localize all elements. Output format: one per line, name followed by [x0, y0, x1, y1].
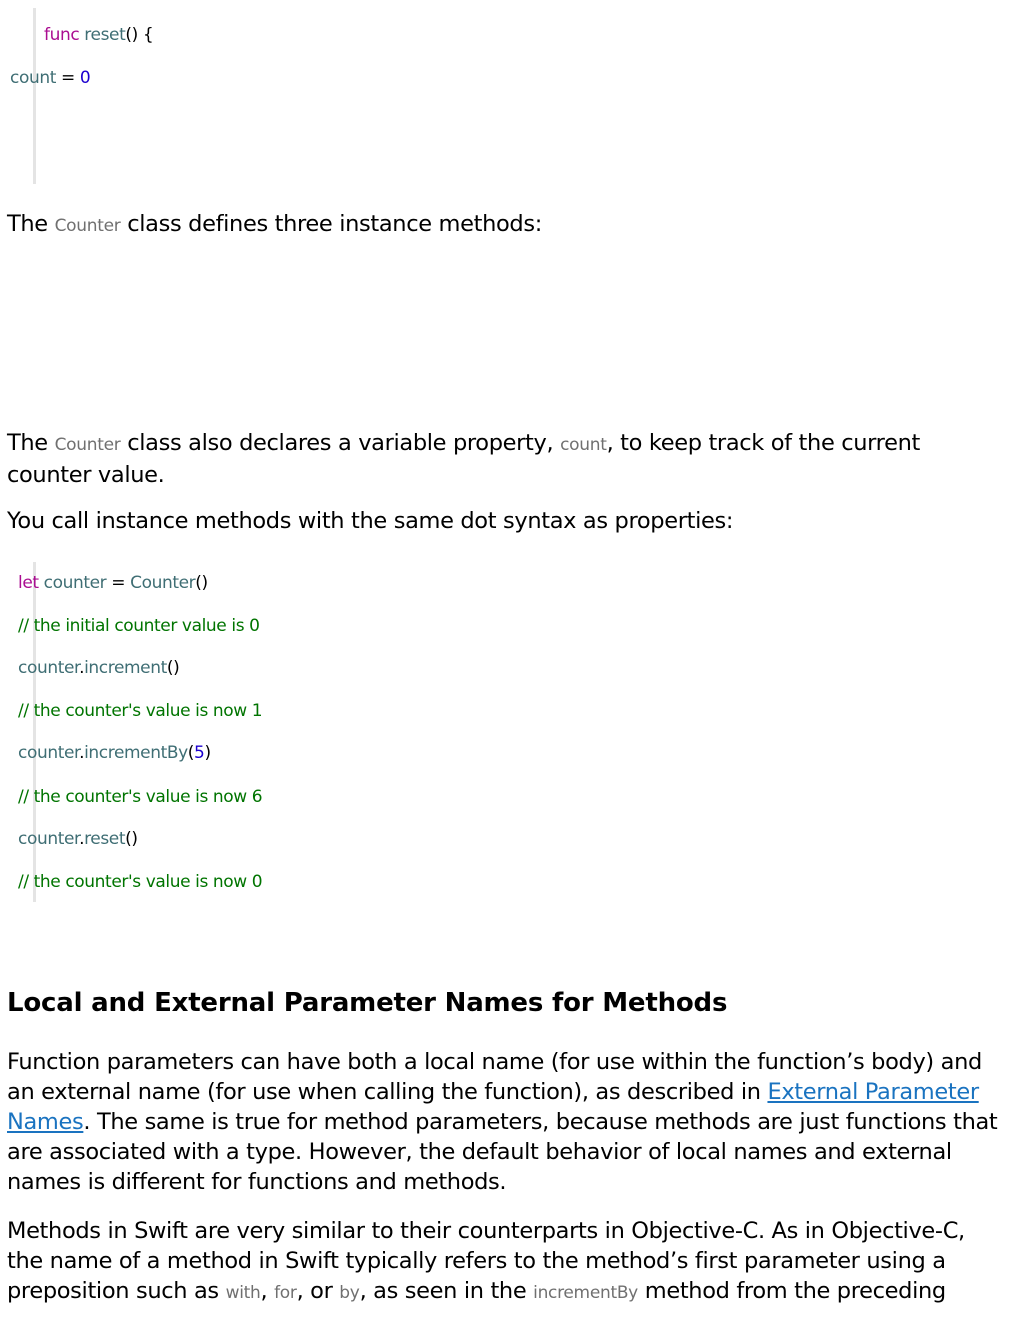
code-keyword: func	[44, 25, 80, 45]
code-comment: // the initial counter value is 0	[18, 616, 260, 636]
code-comment: // the counter's value is now 0	[18, 872, 263, 892]
inline-code: Counter	[54, 435, 121, 455]
text: , to keep track of the current counter value.	[7, 430, 920, 488]
text: , or	[296, 1278, 340, 1304]
code-punctuation: )	[204, 743, 211, 763]
code-line	[10, 68, 90, 88]
external-parameter-names-link[interactable]: External Parameter Names	[7, 1079, 979, 1135]
code-method: incrementBy	[84, 743, 188, 763]
code-identifier: counter	[38, 573, 107, 593]
code-identifier: counter	[18, 658, 80, 678]
code-punctuation: .	[79, 658, 85, 678]
code-method: reset	[84, 829, 126, 849]
inline-code: by	[339, 1283, 360, 1303]
text: Function parameters can have both a local name (for use within the function’s body) and an external name (for use when calling the function), as described in	[7, 1049, 982, 1105]
paragraph-dot-syntax: You call instance methods with the same dot syntax as properties:	[7, 508, 734, 534]
code-line	[44, 25, 153, 45]
paragraph-objective-c	[7, 1216, 1007, 1308]
code-identifier: counter	[18, 743, 80, 763]
text: ,	[260, 1278, 275, 1304]
code-line	[18, 743, 211, 763]
code-punctuation: .	[79, 829, 85, 849]
text: , as seen in the	[359, 1278, 534, 1304]
code-comment: // the counter's value is now 1	[18, 701, 263, 721]
text: . The same is true for method parameters, because methods are just functions that are associated with a type. However, the default behavior of local names and external names is different for functions and methods.	[7, 1109, 998, 1195]
text: The	[7, 211, 55, 237]
code-punctuation: (	[187, 743, 195, 763]
code-method: increment	[84, 658, 167, 678]
section-heading: Local and External Parameter Names for Methods	[7, 988, 728, 1018]
code-operator: =	[55, 68, 80, 88]
text: method from the preceding	[637, 1278, 946, 1304]
code-type: Counter	[130, 573, 196, 593]
code-number: 0	[79, 68, 91, 88]
code-number: 5	[194, 743, 205, 763]
inline-code: with	[225, 1283, 261, 1303]
text: class also declares a variable property,	[120, 430, 561, 456]
code-punctuation: ()	[125, 829, 138, 849]
inline-code: Counter	[54, 216, 121, 236]
code-operator: =	[106, 573, 131, 593]
inline-code: for	[274, 1283, 297, 1303]
code-left-border	[33, 562, 36, 902]
code-punctuation: ()	[166, 658, 180, 678]
inline-code: incrementBy	[533, 1283, 638, 1303]
code-identifier: counter	[18, 829, 80, 849]
code-punctuation: ()	[195, 573, 208, 593]
text: class defines three instance methods:	[120, 211, 542, 237]
code-punctuation: .	[79, 743, 85, 763]
code-keyword: let	[18, 573, 39, 593]
code-comment: // the counter's value is now 6	[18, 787, 263, 807]
text: Methods in Swift are very similar to their counterparts in Objective-C. As in Objective-C, the name of a method in Swift typically refers to the method’s first parameter using a preposition such as	[7, 1218, 965, 1304]
code-line	[18, 658, 179, 678]
paragraph-parameter-names	[7, 1047, 1007, 1197]
code-identifier: count	[10, 68, 56, 88]
paragraph-variable-property	[7, 428, 1007, 490]
code-function-name: reset	[84, 25, 126, 45]
inline-code: count	[560, 435, 607, 455]
code-punctuation: () {	[125, 25, 154, 45]
text: The	[7, 430, 55, 456]
paragraph-instance-methods	[7, 209, 1007, 241]
code-left-border	[33, 8, 36, 184]
code-line	[18, 573, 208, 593]
code-line	[18, 829, 138, 849]
